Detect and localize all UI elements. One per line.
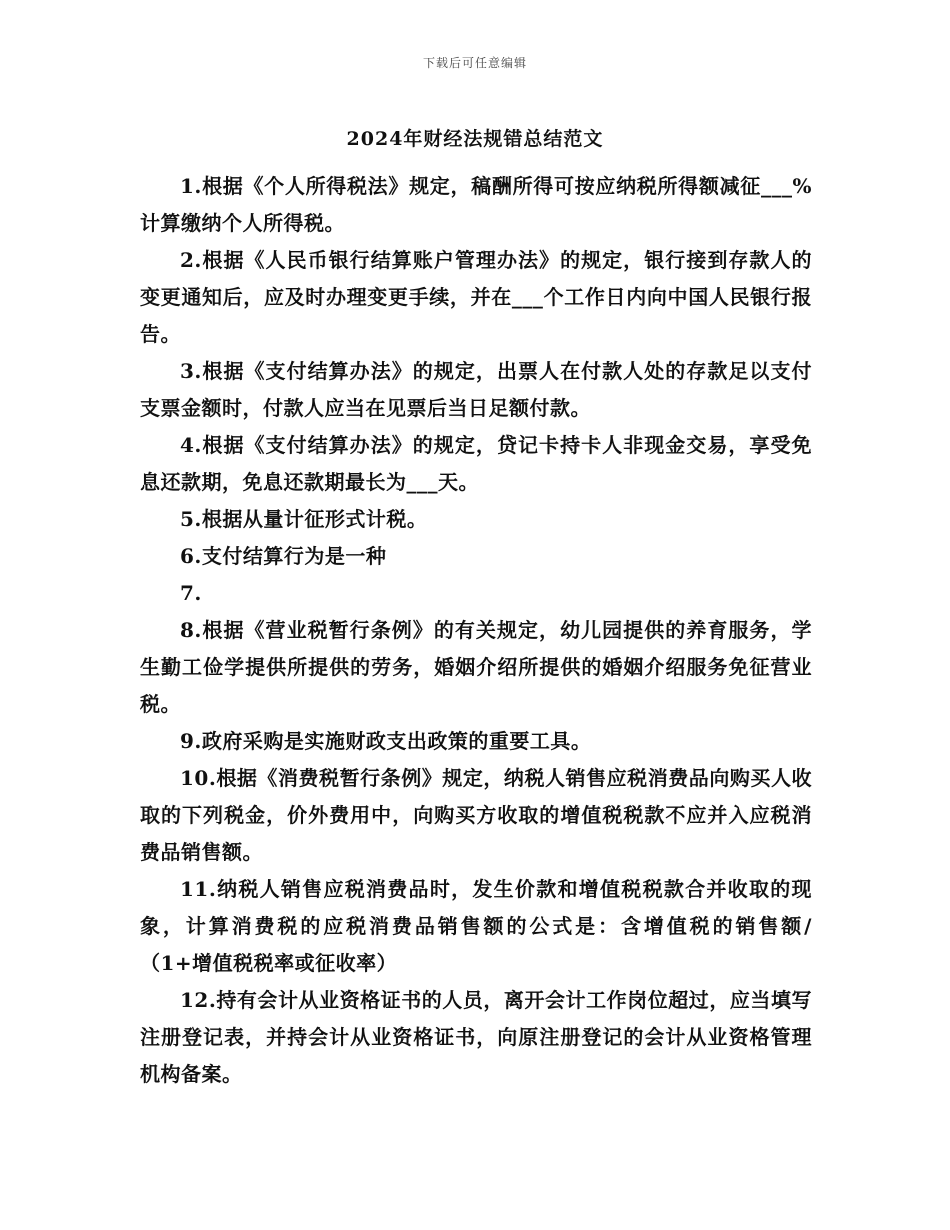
paragraph-5: 5.根据从量计征形式计税。 — [180, 507, 428, 531]
paragraph-8: 8.根据《营业税暂行条例》的有关规定，幼儿园提供的养育服务，学生勤工俭学提供所提供的劳务，婚姻介绍所提供的婚姻介绍服务免征营业税。 — [140, 618, 812, 716]
paragraph-10: 10.根据《消费税暂行条例》规定，纳税人销售应税消费品向购买人收取的下列税金，价外费用中，向购买方收取的增值税税款不应并入应税消费品销售额。 — [140, 766, 812, 864]
document-title: 2024年财经法规错总结范文 — [346, 128, 604, 150]
document-body — [140, 168, 812, 1093]
paragraph-3: 3.根据《支付结算办法》的规定，出票人在付款人处的存款足以支付支票金额时，付款人应当在见票后当日足额付款。 — [140, 359, 812, 420]
paragraph-1: 1.根据《个人所得税法》规定，稿酬所得可按应纳税所得额减征___%计算缴纳个人所得税。 — [140, 174, 812, 235]
paragraph-11: 11.纳税人销售应税消费品时，发生价款和增值税税款合并收取的现象，计算消费税的应税消费品销售额的公式是：含增值税的销售额/（1+增值税税率或征收率） — [140, 877, 812, 975]
paragraph-7: 7. — [180, 581, 202, 605]
paragraph-12: 12.持有会计从业资格证书的人员，离开会计工作岗位超过，应当填写注册登记表，并持会计从业资格证书，向原注册登记的会计从业资格管理机构备案。 — [140, 988, 812, 1086]
header-note: 下载后可任意编辑 — [422, 56, 527, 70]
paragraph-6: 6.支付结算行为是一种 — [180, 544, 387, 568]
paragraph-9: 9.政府采购是实施财政支出政策的重要工具。 — [180, 729, 592, 753]
paragraph-2: 2.根据《人民币银行结算账户管理办法》的规定，银行接到存款人的变更通知后，应及时办理变更手续，并在___个工作日内向中国人民银行报告。 — [140, 248, 812, 346]
paragraph-4: 4.根据《支付结算办法》的规定，贷记卡持卡人非现金交易，享受免息还款期，免息还款期最长为___天。 — [140, 433, 812, 494]
